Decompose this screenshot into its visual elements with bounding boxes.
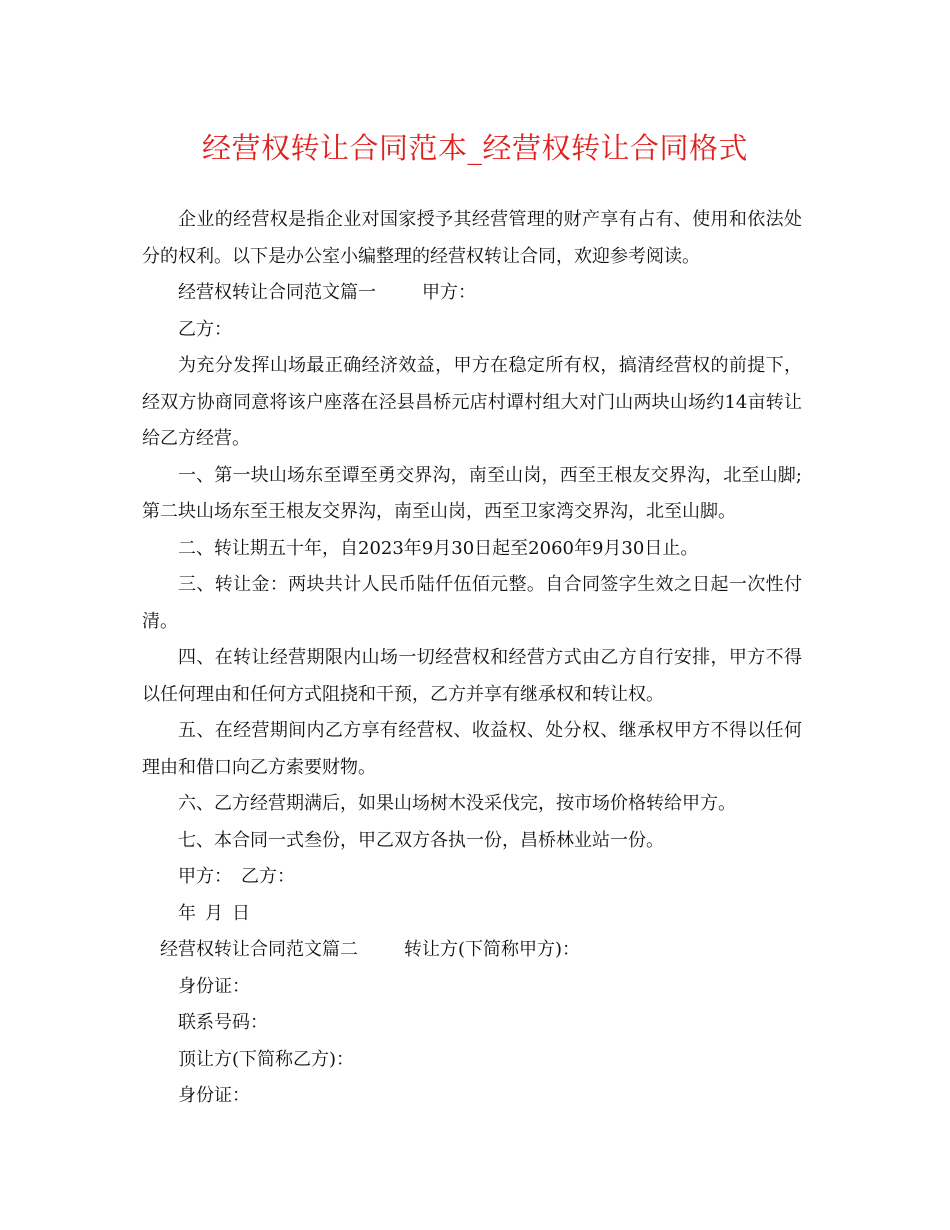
section2-phone: 联系号码： bbox=[178, 1012, 268, 1033]
section2-heading-line bbox=[142, 932, 802, 969]
section1-party-a-label: 甲方： bbox=[422, 282, 476, 303]
sign-party-a: 甲方： bbox=[178, 866, 232, 887]
clause-7: 七、本合同一式叁份，甲乙双方各执一份，昌桥林业站一份。 bbox=[178, 829, 664, 851]
section2-id-2: 身份证： bbox=[178, 1085, 250, 1106]
section1-party-b-label: 乙方： bbox=[178, 318, 232, 340]
section1-heading-line bbox=[142, 275, 802, 312]
date-month: 月 bbox=[205, 902, 223, 924]
section1-heading: 经营权转让合同范文篇一 bbox=[178, 282, 376, 303]
date-line bbox=[142, 896, 802, 933]
sign-party-b: 乙方： bbox=[241, 866, 295, 887]
section2-id-1: 身份证： bbox=[178, 975, 250, 997]
clause-4: 四、在转让经营期限内山场一切经营权和经营方式由乙方自行安排，甲方不得以任何理由和任何方式阻挠和干预，乙方并享有继承权和转让权。 bbox=[142, 647, 802, 705]
section2-transferee-label: 顶让方(下简称乙方)： bbox=[178, 1048, 355, 1070]
date-year: 年 bbox=[178, 902, 196, 924]
clause-2: 二、转让期五十年，自2023年9月30日起至2060年9月30日止。 bbox=[178, 537, 699, 559]
intro-paragraph: 企业的经营权是指企业对国家授予其经营管理的财产享有占有、使用和依法处分的权利。以下是办公室小编整理的经营权转让合同，欢迎参考阅读。 bbox=[142, 209, 802, 267]
document-body bbox=[142, 202, 802, 1115]
date-day: 日 bbox=[232, 902, 250, 924]
section2-transferor-label: 转让方(下简称甲方)： bbox=[404, 939, 581, 960]
clause-5: 五、在经营期间内乙方享有经营权、收益权、处分权、继承权甲方不得以任何理由和借口向乙方索要财物。 bbox=[142, 720, 802, 778]
clause-6: 六、乙方经营期满后，如果山场树木没采伐完，按市场价格转给甲方。 bbox=[178, 793, 736, 814]
section2-heading: 经营权转让合同范文篇二 bbox=[160, 939, 358, 960]
clause-3: 三、转让金：两块共计人民币陆仟伍佰元整。自合同签字生效之日起一次性付清。 bbox=[142, 574, 802, 632]
document-title: 经营权转让合同范本_经营权转让合同格式 bbox=[201, 131, 748, 165]
signature-line bbox=[142, 859, 802, 896]
section1-preamble: 为充分发挥山场最正确经济效益，甲方在稳定所有权，搞清经营权的前提下，经双方协商同意将该户座落在泾县昌桥元店村谭村组大对门山两块山场约14亩转让给乙方经营。 bbox=[142, 355, 802, 449]
clause-1: 一、第一块山场东至谭至勇交界沟，南至山岗，西至王根友交界沟，北至山脚;第二块山场东至王根友交界沟，南至山岗，西至卫家湾交界沟，北至山脚。 bbox=[142, 464, 802, 522]
